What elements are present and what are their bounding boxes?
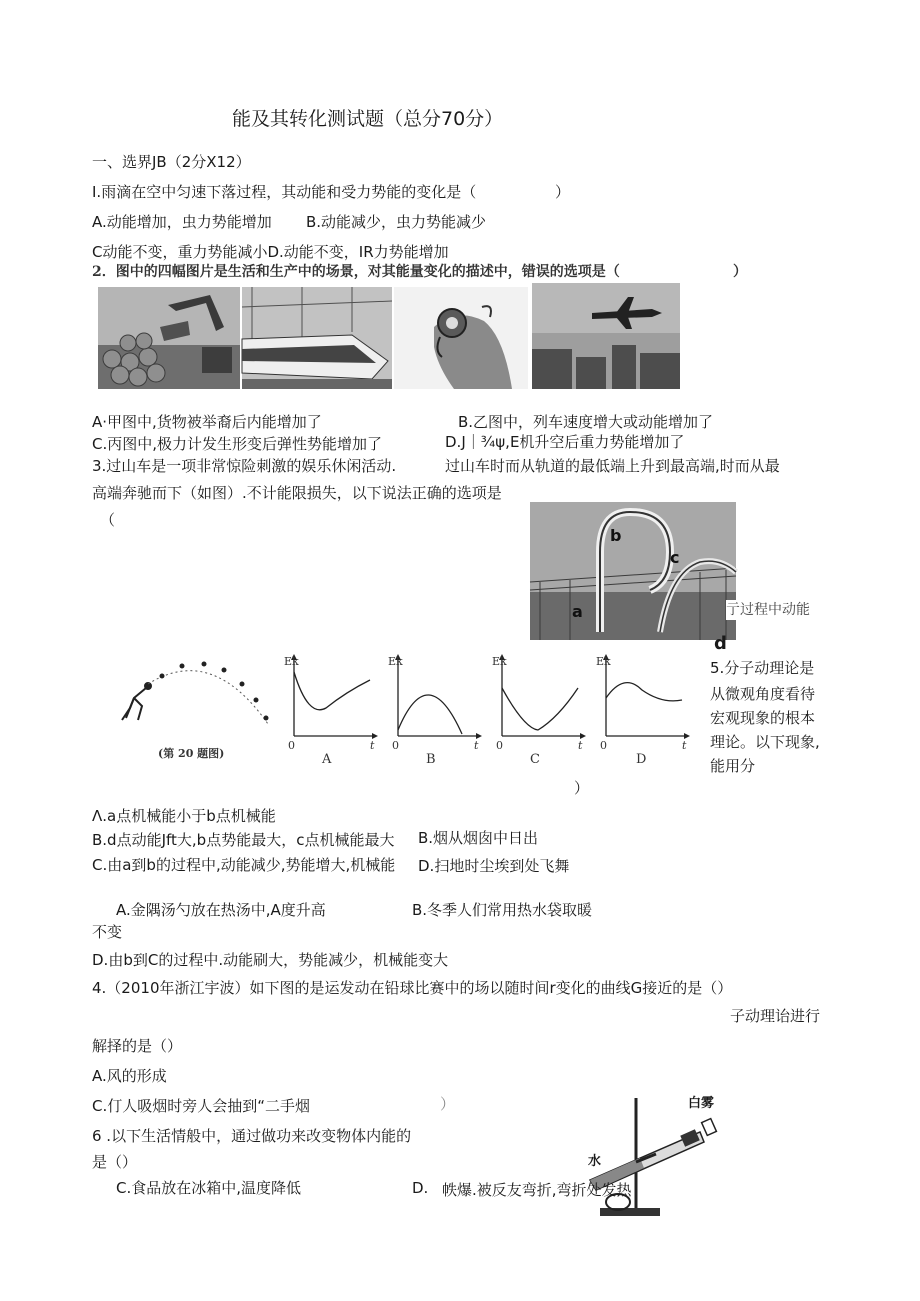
photo-airplane — [532, 283, 680, 389]
q1-option-cd: C动能不变，重力势能减小D.动能不变，IR力势能增加 — [92, 243, 449, 261]
q6-stem-2: 是（） — [92, 1153, 138, 1171]
q3-option-b: B.d点动能Jft大,b点势能最大，c点机械能最大 — [92, 831, 395, 849]
coaster-label-a: a — [572, 602, 583, 621]
q1-option-a: A.动能增加，虫力势能增加 — [92, 213, 272, 231]
q3-option-c: C.由a到b的过程中,动能减少,势能增大,机械能 — [92, 856, 396, 874]
q2-stem: 2．图中的四幅图片是生活和生产中的场景，对其能量变化的描述中，错误的选项是（ — [92, 264, 620, 280]
photo-roller-coaster — [530, 502, 810, 640]
q6-option-d: 帙爆.被反友弯折,弯折处发热 — [442, 1181, 632, 1199]
coaster-overlay-text: 亍过程中动能 — [726, 602, 810, 618]
q5-close-paren: ） — [574, 779, 590, 797]
graph-d-origin: 0 — [600, 739, 607, 752]
q5-tail-2: 解择的是（） — [92, 1037, 183, 1055]
graph-b-xlabel: t — [474, 739, 479, 752]
q6-option-b: B.冬季人们常用热水袋取暖 — [412, 901, 593, 919]
q6-option-d-label: D. — [412, 1179, 429, 1197]
graph-panel-a: A — [322, 752, 332, 767]
q3-option-c-cont: 不变 — [92, 923, 123, 941]
graph-c-origin: 0 — [496, 739, 503, 752]
graph-a-xlabel: t — [370, 739, 375, 752]
graph-d-ylabel: Ek — [596, 655, 611, 668]
q1-option-b: B.动能减少，虫力势能减少 — [306, 213, 487, 231]
q5-line-2: 从微观角度看待 — [710, 685, 816, 703]
q5-option-b: B.烟从烟囱中日出 — [418, 829, 539, 847]
graph-caption: (第 20 题图) — [158, 747, 225, 760]
q5-line-4: 理论。以下现象, — [710, 733, 820, 751]
apparatus-figure — [580, 1092, 730, 1222]
graph-c-xlabel: t — [578, 739, 583, 752]
q4-stem: 4.（2010年浙江宇波）如下图的是运发动在铅球比赛中的场以随时间r变化的曲线G接近的是（） — [92, 979, 733, 997]
q5-line-3: 宏观现象的根本 — [710, 709, 816, 727]
page-title: 能及其转化测试题（总分70分） — [232, 108, 504, 130]
photo-crane-logs — [98, 287, 240, 389]
coaster-label-d: d — [714, 633, 727, 654]
photo-bullet-train — [242, 287, 392, 389]
q5-option-c: C.仃人吸烟时旁人会抽到“二手烟 — [92, 1097, 311, 1115]
q5-option-a: A.风的形成 — [92, 1067, 167, 1085]
coaster-label-b: b — [610, 526, 622, 545]
q2-option-a: A·甲图中,货物被举裔后内能增加了 — [92, 413, 322, 431]
q5-line-5: 能用分 — [710, 757, 756, 775]
q5-bracket: ） — [440, 1095, 456, 1113]
q5-tail: 子动理诒进行 — [730, 1007, 821, 1025]
apparatus-label-fog: 白雾 — [688, 1096, 715, 1111]
graph-panel-b: B — [426, 752, 436, 767]
graph-c-ylabel: Ek — [492, 655, 507, 668]
q2-option-b: B.乙图中，列车速度增大或动能增加了 — [458, 413, 714, 431]
q5-line-1: 5.分子动理论是 — [710, 659, 815, 677]
q3-line1a: 3.过山车是一项非常惊险刺激的娱乐休闲活动. — [92, 457, 397, 475]
q5-option-d-clipped — [418, 856, 570, 875]
q6-option-a: A.金隅汤勺放在热汤中,A度升高 — [116, 901, 326, 919]
q3-option-a: Λ.a点机械能小于b点机械能 — [92, 807, 276, 825]
graph-a-ylabel: Ek — [284, 655, 299, 668]
graph-b-origin: 0 — [392, 739, 399, 752]
q3-line2: 高端奔驰而下（如图）.不计能限损失，以下说法正确的选项是 — [92, 484, 502, 502]
q6-option-c: C.食品放在冰箱中,温度降低 — [116, 1179, 302, 1197]
graph-a-origin: 0 — [288, 739, 295, 752]
graph-b-ylabel: Ek — [388, 655, 403, 668]
q5-option-d: D.扫地时尘埃到处飞舞 — [418, 857, 570, 875]
q2-option-c: C.丙图中,极力计发生形变后弹性势能增加了 — [92, 435, 383, 453]
graph-panel-c: C — [530, 752, 540, 767]
ek-graph-figure — [112, 648, 712, 774]
q3-open-paren: （ — [100, 511, 116, 529]
q3-line1b: 过山车时而从轨道的最低端上升到最高端,时而从最 — [445, 457, 780, 475]
section-heading: 一、选界JB（2分X12） — [92, 153, 251, 171]
q2-close-paren: ） — [733, 264, 747, 280]
apparatus-label-water: 水 — [588, 1154, 602, 1169]
q1-close-paren: ） — [555, 183, 571, 201]
q6-stem: 6 .以下生活情般中，通过做功来改变物体内能的 — [92, 1127, 412, 1145]
q1-stem: I.雨滴在空中匀速下落过程，其动能和受力势能的变化是（ — [92, 183, 477, 201]
q2-option-d: D.J｜¾ψ,E机升空后重力势能增加了 — [445, 433, 685, 451]
q3-option-d: D.由b到C的过程中.动能刷大，势能减少，机械能变大 — [92, 951, 449, 969]
coaster-label-c: c — [670, 548, 680, 567]
graph-d-xlabel: t — [682, 739, 687, 752]
photo-hand-dynamometer — [394, 287, 528, 389]
graph-panel-d: D — [636, 752, 647, 767]
